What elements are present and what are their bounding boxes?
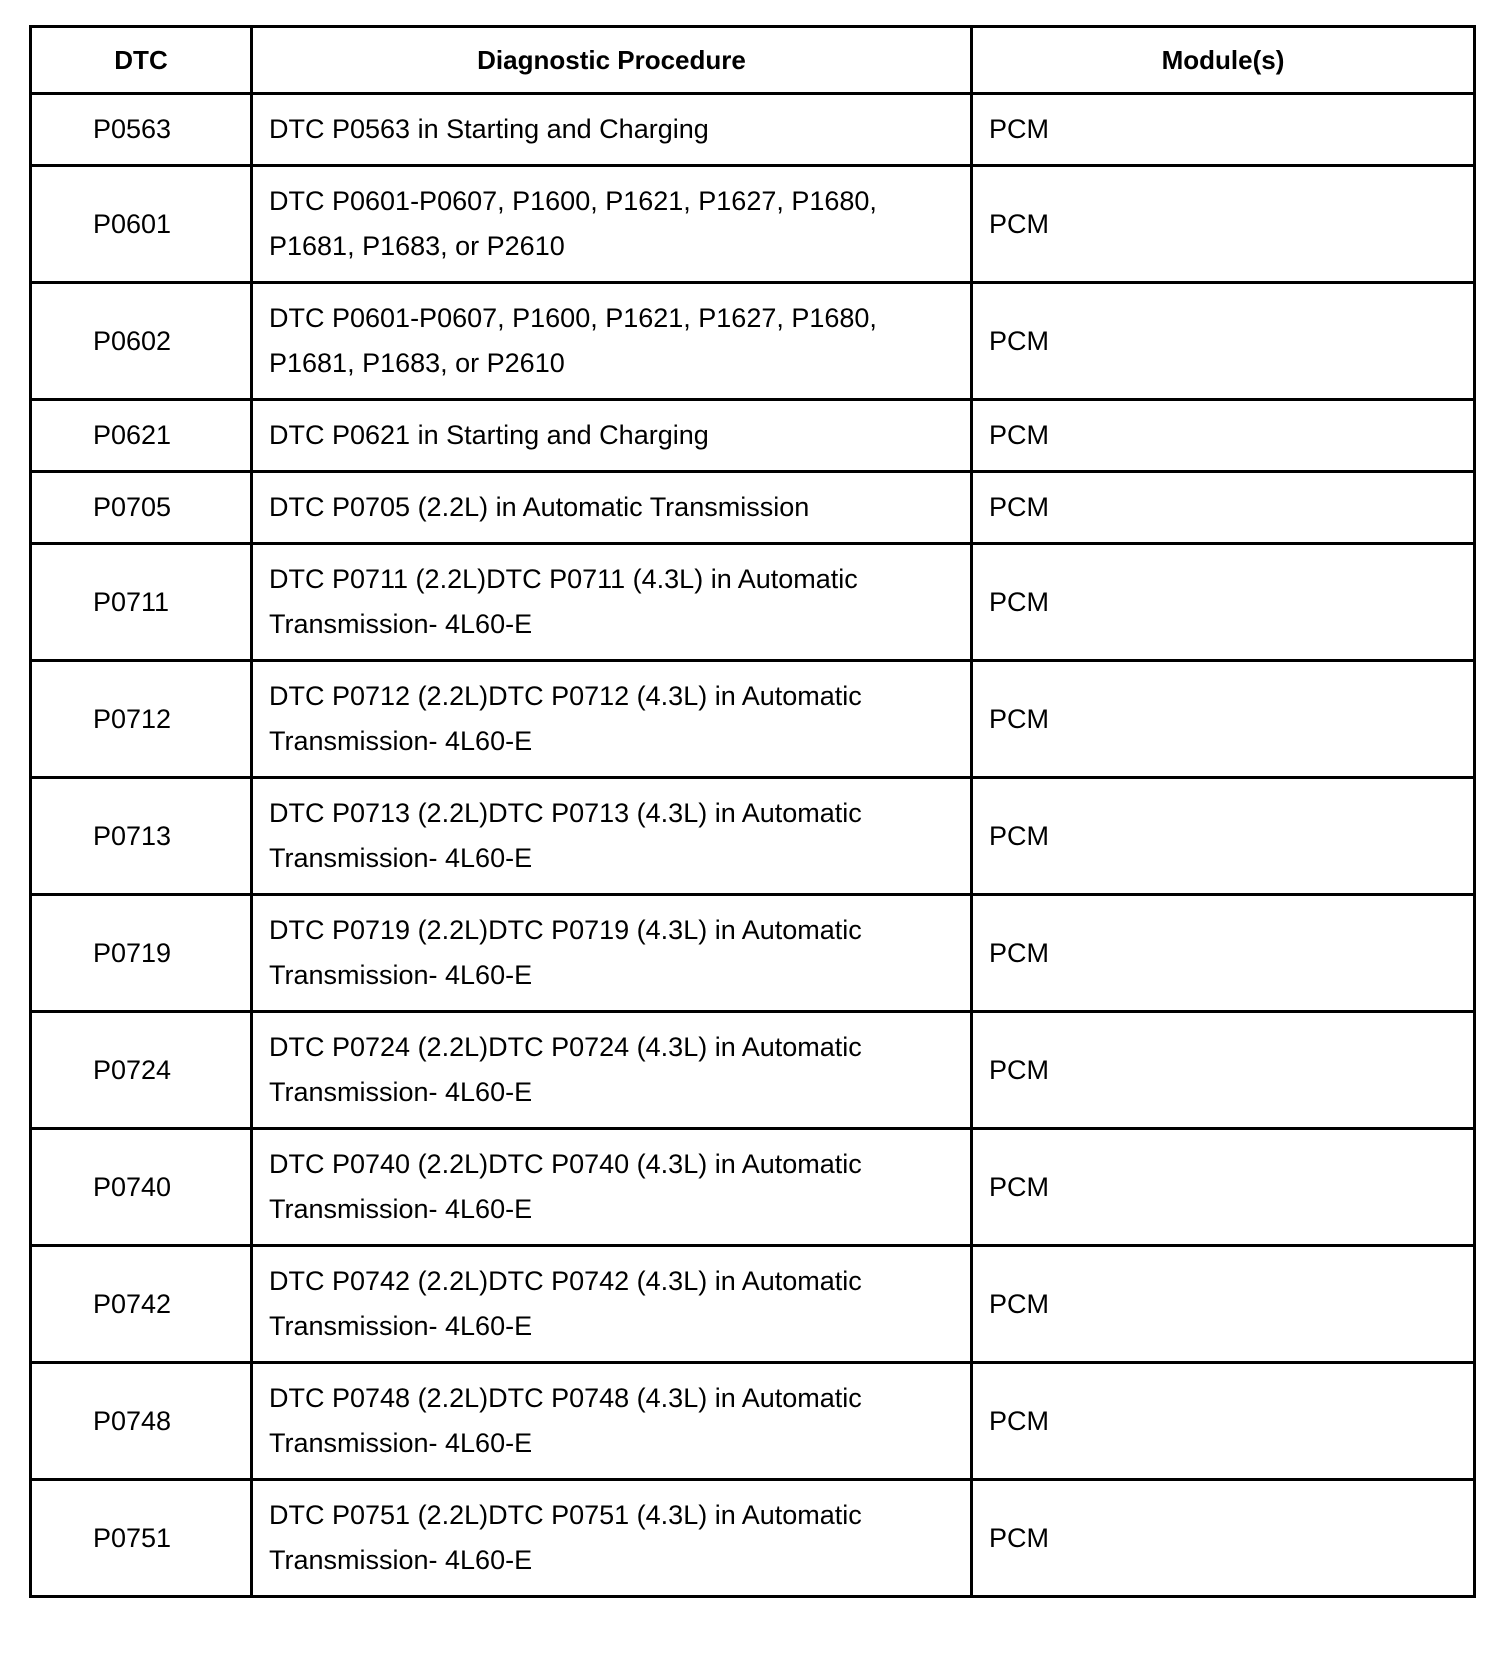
diagnostic-procedure: DTC P0740 (2.2L)DTC P0740 (4.3L) in Automatic Transmission- 4L60-E (252, 1129, 972, 1246)
module: PCM (972, 1363, 1475, 1480)
table-row (31, 1129, 1475, 1246)
header-diagnostic-procedure: Diagnostic Procedure (252, 27, 972, 94)
table-row (31, 400, 1475, 472)
dtc-code: P0621 (31, 400, 252, 472)
table-row (31, 1246, 1475, 1363)
table-row (31, 661, 1475, 778)
dtc-code: P0719 (31, 895, 252, 1012)
header-dtc: DTC (31, 27, 252, 94)
diagnostic-procedure: DTC P0712 (2.2L)DTC P0712 (4.3L) in Automatic Transmission- 4L60-E (252, 661, 972, 778)
dtc-code: P0748 (31, 1363, 252, 1480)
dtc-code: P0751 (31, 1480, 252, 1597)
diagnostic-procedure: DTC P0563 in Starting and Charging (252, 94, 972, 166)
table-row (31, 1363, 1475, 1480)
dtc-code: P0742 (31, 1246, 252, 1363)
dtc-code: P0711 (31, 544, 252, 661)
table-row (31, 283, 1475, 400)
header-modules: Module(s) (972, 27, 1475, 94)
diagnostic-procedure: DTC P0621 in Starting and Charging (252, 400, 972, 472)
diagnostic-procedure: DTC P0724 (2.2L)DTC P0724 (4.3L) in Automatic Transmission- 4L60-E (252, 1012, 972, 1129)
diagnostic-procedure: DTC P0601-P0607, P1600, P1621, P1627, P1680, P1681, P1683, or P2610 (252, 283, 972, 400)
module: PCM (972, 1246, 1475, 1363)
module: PCM (972, 166, 1475, 283)
diagnostic-procedure: DTC P0711 (2.2L)DTC P0711 (4.3L) in Automatic Transmission- 4L60-E (252, 544, 972, 661)
dtc-table (29, 25, 1476, 1598)
module: PCM (972, 778, 1475, 895)
dtc-code: P0602 (31, 283, 252, 400)
table-row (31, 94, 1475, 166)
module: PCM (972, 472, 1475, 544)
dtc-code: P0740 (31, 1129, 252, 1246)
diagnostic-procedure: DTC P0748 (2.2L)DTC P0748 (4.3L) in Automatic Transmission- 4L60-E (252, 1363, 972, 1480)
dtc-code: P0601 (31, 166, 252, 283)
table-row (31, 895, 1475, 1012)
table-row (31, 1012, 1475, 1129)
diagnostic-procedure: DTC P0705 (2.2L) in Automatic Transmission (252, 472, 972, 544)
module: PCM (972, 94, 1475, 166)
module: PCM (972, 1480, 1475, 1597)
module: PCM (972, 400, 1475, 472)
module: PCM (972, 895, 1475, 1012)
diagnostic-procedure: DTC P0713 (2.2L)DTC P0713 (4.3L) in Automatic Transmission- 4L60-E (252, 778, 972, 895)
diagnostic-procedure: DTC P0742 (2.2L)DTC P0742 (4.3L) in Automatic Transmission- 4L60-E (252, 1246, 972, 1363)
module: PCM (972, 1129, 1475, 1246)
header-row (31, 27, 1475, 94)
diagnostic-procedure: DTC P0601-P0607, P1600, P1621, P1627, P1680, P1681, P1683, or P2610 (252, 166, 972, 283)
module: PCM (972, 544, 1475, 661)
table-row (31, 472, 1475, 544)
dtc-code: P0724 (31, 1012, 252, 1129)
diagnostic-procedure: DTC P0719 (2.2L)DTC P0719 (4.3L) in Automatic Transmission- 4L60-E (252, 895, 972, 1012)
module: PCM (972, 661, 1475, 778)
dtc-code: P0713 (31, 778, 252, 895)
table-row (31, 544, 1475, 661)
module: PCM (972, 1012, 1475, 1129)
module: PCM (972, 283, 1475, 400)
dtc-code: P0705 (31, 472, 252, 544)
diagnostic-procedure: DTC P0751 (2.2L)DTC P0751 (4.3L) in Automatic Transmission- 4L60-E (252, 1480, 972, 1597)
table-row (31, 166, 1475, 283)
table-row (31, 1480, 1475, 1597)
dtc-code: P0563 (31, 94, 252, 166)
dtc-code: P0712 (31, 661, 252, 778)
table-row (31, 778, 1475, 895)
